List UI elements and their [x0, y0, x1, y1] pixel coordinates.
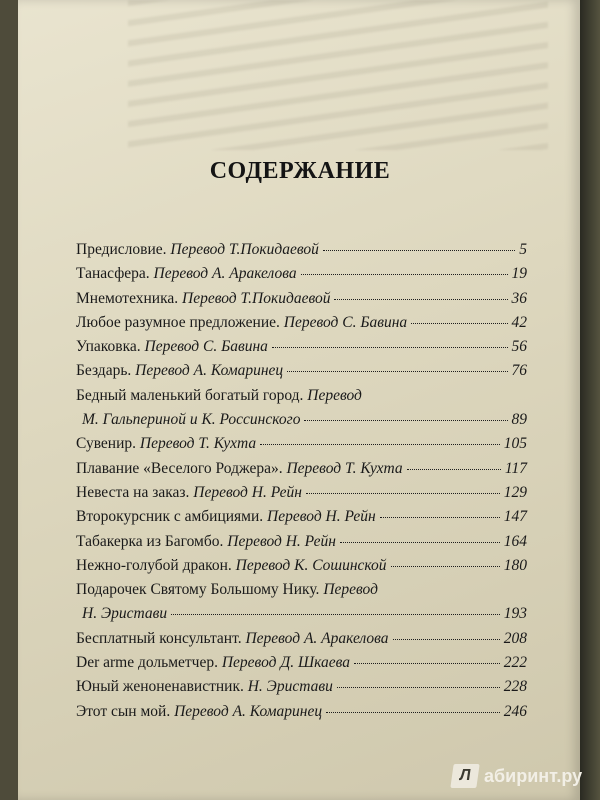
- toc-entry: [76, 384, 527, 433]
- dot-leader: [393, 639, 500, 640]
- toc-entry-page: 105: [503, 435, 527, 453]
- toc-entry-page: 246: [503, 702, 527, 720]
- toc-entry-translator: Перевод А. Комаринец: [135, 362, 284, 380]
- dot-leader: [354, 663, 500, 664]
- dot-leader: [407, 469, 501, 470]
- dot-leader: [391, 566, 500, 567]
- toc-entry-translator: Перевод С. Бавина: [144, 338, 268, 356]
- toc-entry: [76, 335, 527, 359]
- toc-entry-title: Плавание «Веселого Роджера».: [76, 459, 283, 477]
- toc-entry-translator: Перевод С. Бавина: [283, 313, 408, 331]
- toc-entry-title: Бесплатный консультант.: [76, 629, 242, 647]
- dot-leader: [306, 493, 500, 494]
- dot-leader: [326, 712, 500, 713]
- dot-leader: [272, 347, 508, 348]
- labirint-logo-icon: Л: [450, 764, 479, 788]
- dot-leader: [301, 274, 508, 275]
- toc-entry-page: 56: [511, 338, 527, 356]
- toc-entry-title: Предисловие.: [76, 241, 167, 258]
- toc-entry-page: 117: [504, 459, 527, 477]
- toc-entry-translator: Перевод Т.Покидаевой: [182, 289, 331, 307]
- toc-entry-translator: Перевод Н. Рейн: [227, 532, 336, 550]
- toc-entry-page: 222: [503, 654, 527, 672]
- toc-entry-translator: Перевод А. Комаринец: [174, 702, 323, 720]
- bleed-through-text: [128, 0, 548, 150]
- toc-entry-page: 208: [503, 629, 527, 647]
- toc-entry-title: Нежно-голубой дракон.: [76, 556, 232, 574]
- dot-leader: [171, 614, 500, 615]
- toc-entry-page: 164: [503, 532, 527, 550]
- toc-entry-title: Мнемотехника.: [76, 289, 179, 307]
- toc-entry-title: Невеста на заказ.: [76, 483, 190, 501]
- table-of-contents: [76, 238, 527, 724]
- toc-entry-title: Танасфера.: [76, 265, 150, 283]
- toc-entry-page: 36: [511, 289, 527, 307]
- toc-entry: [76, 675, 527, 699]
- page-edge-shadow: [580, 0, 600, 800]
- toc-entry: [76, 481, 527, 505]
- toc-entry: [76, 238, 527, 262]
- toc-entry: [76, 578, 527, 627]
- dot-leader: [380, 517, 500, 518]
- toc-entry-page: 129: [503, 483, 527, 501]
- toc-entry-page: 5: [519, 241, 527, 258]
- toc-entry-page: 193: [503, 605, 527, 623]
- toc-entry: [76, 457, 527, 481]
- toc-entry-translator: Перевод Н. Рейн: [267, 508, 376, 526]
- dot-leader: [304, 420, 507, 421]
- toc-entry-title: Бездарь.: [76, 362, 132, 380]
- toc-entry: [76, 627, 527, 651]
- toc-entry: [76, 311, 527, 335]
- toc-entry-title: Любое разумное предложение.: [76, 313, 280, 331]
- toc-entry-translator: Перевод Т.Покидаевой: [170, 241, 319, 258]
- dot-leader: [260, 444, 500, 445]
- toc-entry-translator-cont: М. Гальпериной и К. Россинского: [82, 411, 301, 429]
- toc-entry: [76, 530, 527, 554]
- dot-leader: [334, 299, 507, 300]
- toc-entry-translator: Перевод Д. Шкаева: [221, 654, 350, 672]
- toc-entry-page: 228: [503, 678, 527, 696]
- toc-entry-page: 42: [511, 313, 527, 331]
- toc-entry-title: Подарочек Святому Большому Нику.: [76, 581, 320, 599]
- toc-entry-title: Этот сын мой.: [76, 702, 171, 720]
- toc-entry-page: 76: [511, 362, 527, 380]
- toc-entry: [76, 287, 527, 311]
- toc-entry-translator: Перевод: [307, 386, 362, 404]
- toc-entry-translator: Перевод Т. Кухта: [286, 459, 403, 477]
- toc-entry-title: Бедный маленький богатый город.: [76, 386, 304, 404]
- dot-leader: [337, 687, 500, 688]
- toc-entry-translator: Перевод Н. Рейн: [193, 483, 302, 501]
- toc-entry-translator: Перевод: [323, 581, 378, 599]
- toc-entry: [76, 700, 527, 724]
- page-title: СОДЕРЖАНИЕ: [209, 158, 391, 184]
- toc-entry-title: Упаковка.: [76, 338, 141, 356]
- toc-entry-page: 89: [511, 411, 527, 429]
- toc-entry-page: 147: [503, 508, 527, 526]
- watermark-logo: [452, 764, 582, 788]
- toc-entry-translator-cont: Н. Эристави: [82, 605, 168, 623]
- toc-entry-translator: Н. Эристави: [247, 678, 333, 696]
- toc-entry: [76, 554, 527, 578]
- toc-entry-title: Юный женоненавистник.: [76, 678, 244, 696]
- dot-leader: [287, 371, 507, 372]
- toc-entry: [76, 651, 527, 675]
- toc-entry-translator: Перевод К. Сошинской: [235, 556, 387, 574]
- toc-entry-title: Табакерка из Багомбо.: [76, 532, 224, 550]
- watermark-text: абиринт.ру: [484, 765, 583, 786]
- toc-entry-translator: Перевод Т. Кухта: [139, 435, 257, 453]
- toc-entry-page: 19: [511, 265, 527, 283]
- toc-entry-translator: Перевод А. Аракелова: [153, 265, 297, 283]
- toc-entry: [76, 359, 527, 383]
- toc-entry-page: 180: [503, 556, 527, 574]
- dot-leader: [323, 250, 515, 251]
- toc-entry: [76, 505, 527, 529]
- toc-entry: [76, 262, 527, 286]
- dot-leader: [411, 323, 507, 324]
- toc-entry: [76, 432, 527, 456]
- dot-leader: [340, 542, 500, 543]
- toc-entry-translator: Перевод А. Аракелова: [245, 629, 389, 647]
- toc-entry-title: Второкурсник с амбициями.: [76, 508, 264, 526]
- toc-entry-title: Der arme дольметчер.: [76, 654, 218, 672]
- toc-entry-title: Сувенир.: [76, 435, 137, 453]
